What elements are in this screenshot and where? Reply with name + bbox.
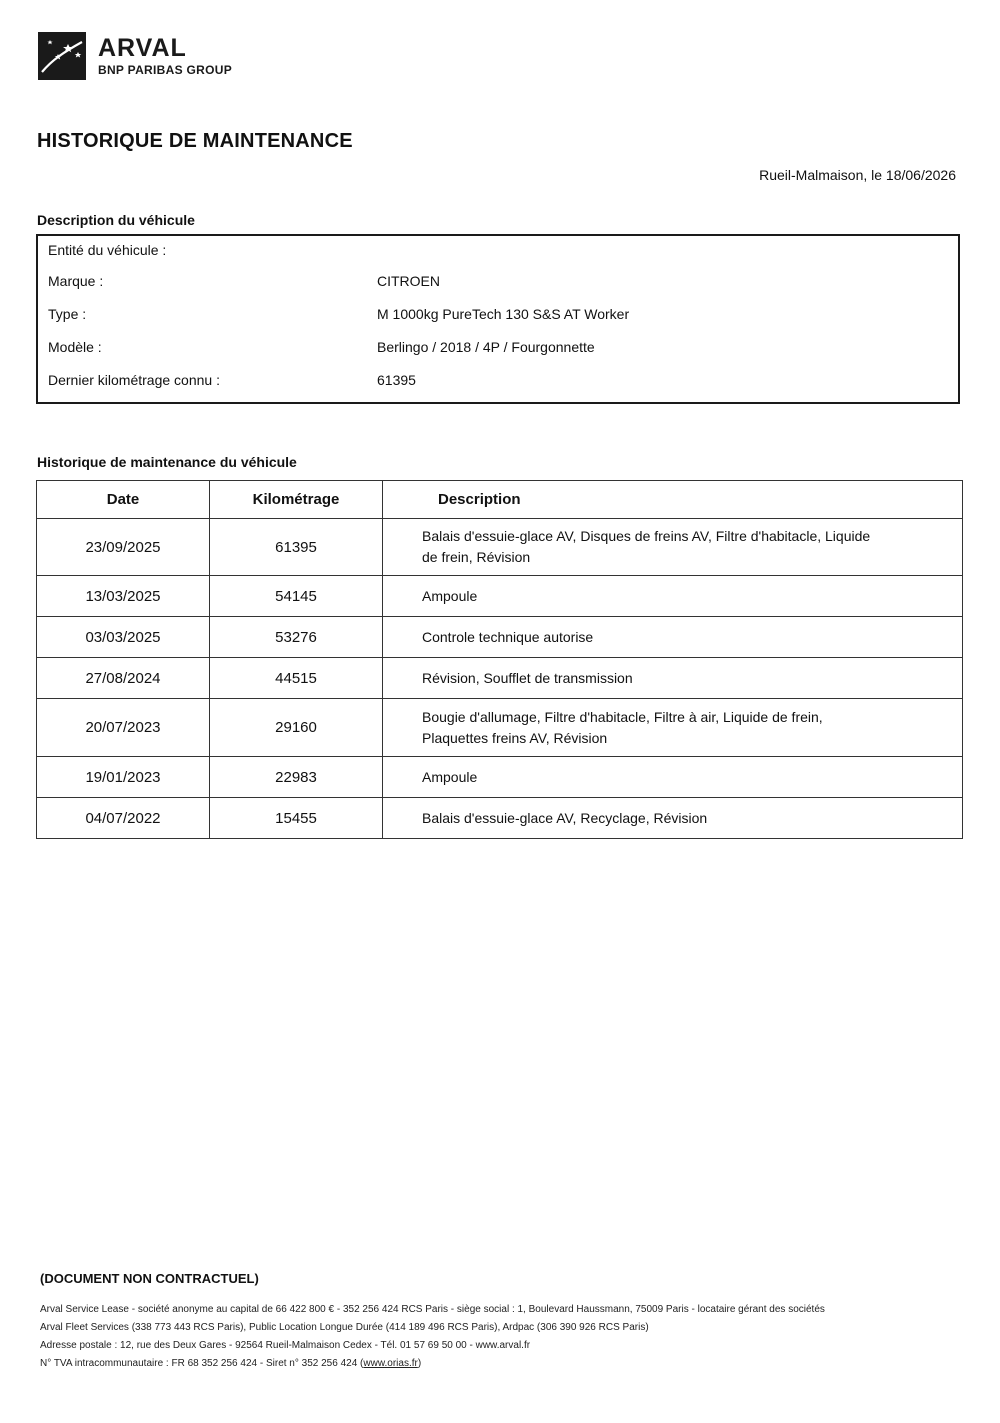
vehicle-section-title: Description du véhicule <box>37 212 195 228</box>
column-header-description: Description <box>383 481 963 519</box>
row-description-line: Révision, Soufflet de transmission <box>422 669 633 686</box>
stars-logo-icon <box>38 32 86 80</box>
row-description-line: Plaquettes freins AV, Révision <box>422 729 608 746</box>
row-description <box>383 757 963 798</box>
row-date: 19/01/2023 <box>37 757 210 798</box>
row-mileage: 54145 <box>210 576 383 617</box>
row-description <box>383 576 963 617</box>
row-date: 03/03/2025 <box>37 617 210 658</box>
table-row <box>37 658 963 699</box>
footer-line: Arval Fleet Services (338 773 443 RCS Paris), Public Location Longue Durée (414 189 496 RCS Paris), Ardpac (306 390 926 RCS Paris) <box>40 1322 649 1333</box>
footer-line: Arval Service Lease - société anonyme au capital de 66 422 800 € - 352 256 424 RCS Paris - siège social : 1, Boulevard Haussmann, 75009 Paris - locataire gérant des sociétés <box>40 1304 825 1315</box>
row-date: 27/08/2024 <box>37 658 210 699</box>
footer-line: Adresse postale : 12, rue des Deux Gares - 92564 Rueil-Malmaison Cedex - Tél. 01 57 69 50 00 - www.arval.fr <box>40 1340 531 1351</box>
arval-logo <box>38 32 232 80</box>
row-mileage: 53276 <box>210 617 383 658</box>
vehicle-label-model: Modèle : <box>48 339 102 355</box>
vehicle-label-entity: Entité du véhicule : <box>48 242 167 258</box>
footer-legal-text <box>40 1301 825 1373</box>
row-description <box>383 798 963 839</box>
vehicle-label-type: Type : <box>48 306 87 322</box>
row-date: 20/07/2023 <box>37 699 210 757</box>
row-description-line: Bougie d'allumage, Filtre d'habitacle, Filtre à air, Liquide de frein, <box>422 708 823 725</box>
footer-title: (DOCUMENT NON CONTRACTUEL) <box>40 1271 259 1286</box>
column-header-mileage: Kilométrage <box>210 481 383 519</box>
footer-vat-text: N° TVA intracommunautaire : FR 68 352 256 424 - Siret n° 352 256 424 ( <box>40 1358 364 1369</box>
vehicle-label-mileage: Dernier kilométrage connu : <box>48 372 220 388</box>
row-mileage: 15455 <box>210 798 383 839</box>
row-date: 04/07/2022 <box>37 798 210 839</box>
vehicle-value-brand: CITROEN <box>377 273 440 289</box>
table-row <box>37 798 963 839</box>
row-description-line: Controle technique autorise <box>422 628 594 645</box>
page-title: HISTORIQUE DE MAINTENANCE <box>37 130 353 152</box>
row-description <box>383 617 963 658</box>
column-header-date: Date <box>37 481 210 519</box>
row-description-line: Balais d'essuie-glace AV, Disques de freins AV, Filtre d'habitacle, Liquide <box>422 528 871 544</box>
footer-vat-suffix: ) <box>417 1358 422 1369</box>
maintenance-history-table <box>36 480 963 839</box>
row-description <box>383 658 963 699</box>
vehicle-label-brand: Marque : <box>48 273 104 289</box>
row-description <box>383 699 963 757</box>
table-row <box>37 519 963 576</box>
row-description-line: Balais d'essuie-glace AV, Recyclage, Révision <box>422 809 708 826</box>
table-row <box>37 699 963 757</box>
orias-link[interactable]: www.orias.fr <box>363 1358 418 1369</box>
vehicle-value-mileage: 61395 <box>377 372 416 388</box>
row-description-line: de frein, Révision <box>422 549 531 565</box>
row-mileage: 44515 <box>210 658 383 699</box>
table-row <box>37 576 963 617</box>
row-description-line: Ampoule <box>422 587 478 604</box>
brand-name: ARVAL <box>98 34 187 62</box>
row-mileage: 61395 <box>210 519 383 576</box>
row-mileage: 29160 <box>210 699 383 757</box>
vehicle-value-type: M 1000kg PureTech 130 S&S AT Worker <box>377 306 630 322</box>
row-description-line: Ampoule <box>422 768 478 785</box>
brand-group: BNP PARIBAS GROUP <box>98 63 233 77</box>
history-section-title: Historique de maintenance du véhicule <box>37 454 297 470</box>
table-row <box>37 617 963 658</box>
row-date: 23/09/2025 <box>37 519 210 576</box>
table-row <box>37 757 963 798</box>
row-description <box>383 519 963 576</box>
table-header-row <box>37 481 963 519</box>
place-date: Rueil-Malmaison, le 18/06/2026 <box>759 167 956 183</box>
row-mileage: 22983 <box>210 757 383 798</box>
footer-line-vat <box>40 1355 825 1373</box>
vehicle-description-box <box>36 234 960 404</box>
row-date: 13/03/2025 <box>37 576 210 617</box>
vehicle-value-model: Berlingo / 2018 / 4P / Fourgonnette <box>377 339 595 355</box>
